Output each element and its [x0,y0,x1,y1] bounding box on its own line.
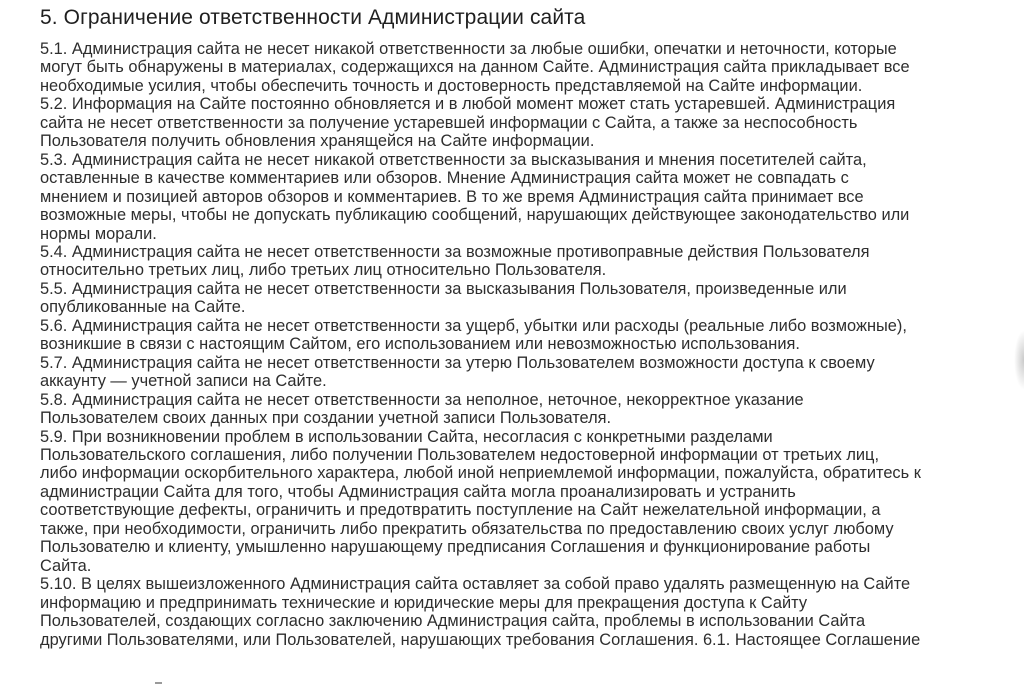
text-line: опубликованные на Сайте. [40,298,246,317]
text-line: соответствующие дефекты, ограничить и предотвратить поступление на Сайт нежелательной информации, а [40,501,881,520]
text-line: 5.5. Администрация сайта не несет ответственности за высказывания Пользователя, произведенные или [40,279,847,298]
text-line: возможные меры, чтобы не допускать публикацию сообщений, нарушающих действующее законодательство или [40,206,910,225]
clause-paragraph [40,151,980,243]
clause-paragraph [40,317,980,354]
clause-paragraph [40,354,980,391]
text-line: 5.3. Администрация сайта не несет никакой ответственности за высказывания и мнения посетителей сайта, [40,150,867,169]
text-line: 5.1. Администрация сайта не несет никакой ответственности за любые ошибки, опечатки и неточности, которые [40,40,897,58]
edge-shadow [1014,330,1024,390]
text-line: Пользователю и клиенту, умышленно нарушающему предписания Соглашения и функционирование работы [40,538,871,557]
clause-paragraph [40,280,980,317]
text-line: оставленные в качестве комментариев или обзоров. Мнение Администрация сайта может не совпадать с [40,169,849,188]
text-line: возникшие в связи с настоящим Сайтом, его использованием или невозможностью использования. [40,335,800,354]
text-line: 5.10. В целях вышеизложенного Администрация сайта оставляет за собой право удалять размещенную на Сайте [40,575,911,594]
section-content [40,40,980,649]
text-line: аккаунту — учетной записи на Сайте. [40,372,327,391]
text-line: 5.2. Информация на Сайте постоянно обновляется и в любой момент может стать устаревшей. Администрация [40,95,896,114]
clause-paragraph [40,391,980,428]
text-line: администрации Сайта для того, чтобы Администрация сайта могла проанализировать и устранить [40,482,796,501]
text-line: относительно третьих лиц, либо третьих лиц относительно Пользователя. [40,261,607,280]
text-line: 5.8. Администрация сайта не несет ответственности за неполное, неточное, некорректное указание [40,390,804,409]
text-line: другими Пользователями, или Пользователей, нарушающих требования Соглашения. 6.1. Настоящее Соглашение [40,630,921,649]
text-line: либо информации оскорбительного характера, любой иной неприемлемой информации, пожалуйста, обратитесь к [40,464,921,483]
text-line: мнением и позицией авторов обзоров и комментариев. В то же время Администрация сайта принимает все [40,187,864,206]
text-line: могут быть обнаружены в материалах, содержащихся на данном Сайте. Администрация сайта прикладывает все [40,58,910,77]
text-line: Пользовательского соглашения, либо получении Пользователем недостоверной информации от третьих лиц, [40,445,880,464]
text-line: 5.4. Администрация сайта не несет ответственности за возможные противоправные действия Пользователя [40,242,870,261]
clause-paragraph [40,575,980,649]
text-line: 5.9. При возникновении проблем в использовании Сайта, несогласия с конкретными разделами [40,427,773,446]
clause-paragraph [40,95,980,150]
text-line: нормы морали. [40,224,157,243]
clause-paragraph [40,428,980,576]
text-line: необходимые усилия, чтобы обеспечить точность и достоверность представляемой на Сайте информации. [40,76,863,95]
text-line: Пользователя получить обновления хранящейся на Сайте информации. [40,132,595,151]
text-line: сайта не несет ответственности за получение устаревшей информации с Сайта, а также за неспособность [40,113,858,132]
bottom-fade [0,663,1024,685]
text-line: также, при необходимости, ограничить либо прекратить обязательства по предоставлению своих услуг любому [40,519,894,538]
clause-paragraph [40,40,980,95]
text-line: Пользователем своих данных при создании учетной записи Пользователя. [40,409,612,428]
text-line: Пользователей, создающих согласно заключению Администрация сайта, проблемы в использовании Сайта [40,612,866,631]
cut-off-text-fragment [155,682,162,684]
text-line: 5.6. Администрация сайта не несет ответственности за ущерб, убытки или расходы (реальные либо возможные), [40,316,907,335]
clause-paragraph [40,243,980,280]
document-body [40,0,980,649]
text-line: Сайта. [40,556,92,575]
text-line: 5.7. Администрация сайта не несет ответственности за утерю Пользователем возможности доступа к своему [40,353,875,372]
text-line: информацию и предпринимать технические и юридические меры для прекращения доступа к Сайту [40,593,808,612]
section-title: 5. Ограничение ответственности Администрации сайта [40,6,586,29]
